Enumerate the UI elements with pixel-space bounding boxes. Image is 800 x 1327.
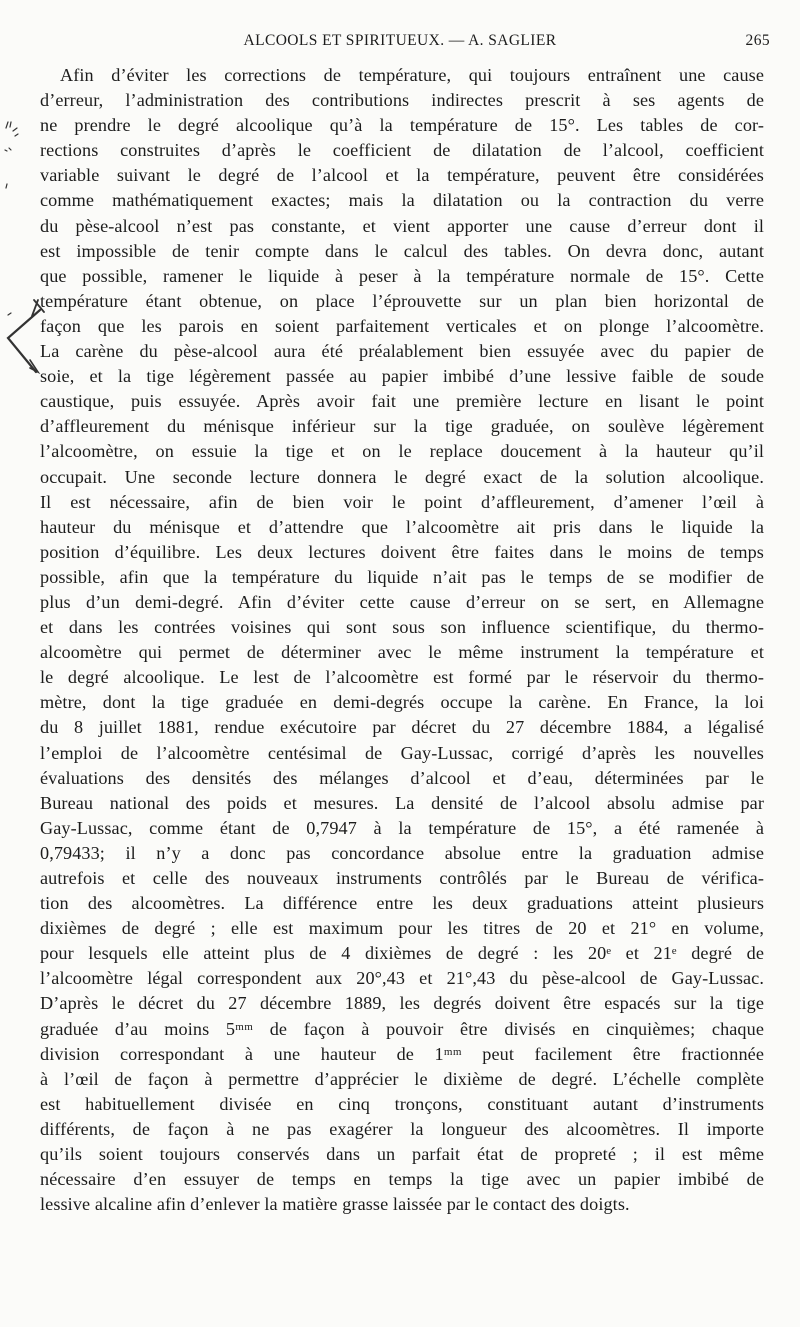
text-line: D’après le décret du 27 décembre 1889, les degrés doivent être espacés sur la tige <box>40 993 764 1014</box>
text-line: comme mathématiquement exactes; mais la dilatation ou la contraction du verre <box>40 190 764 211</box>
text-line: et dans les contrées voisines qui sont sous son influence scientifique, du thermo- <box>40 617 764 638</box>
text-line: façon que les parois en soient parfaitement verticales et on plonge l’alcoomètre. <box>40 315 764 336</box>
text-line: Il est nécessaire, afin de bien voir le point d’affleurement, d’amener l’œil à <box>40 491 764 512</box>
text-line: qu’ils soient toujours conservés dans un parfait état de propreté ; il est même <box>40 1144 764 1165</box>
text-line: caustique, puis essuyée. Après avoir fait une première lecture en lisant le point <box>40 391 764 412</box>
text-line: plus d’un demi-degré. Afin d’éviter cette cause d’erreur on se sert, en Allemagne <box>40 591 764 612</box>
text-line: est habituellement divisée en cinq tronçons, constituant autant d’instruments <box>40 1093 764 1114</box>
text-line: soie, et la tige légèrement passée au papier imbibé d’une lessive faible de soude <box>40 366 764 387</box>
text-line: différents, de façon à ne pas exagérer la longueur des alcoomètres. Il importe <box>40 1118 764 1139</box>
text-line: du pèse-alcool n’est pas constante, et vient apporter une cause d’erreur dont il <box>40 215 764 236</box>
text-line: 0,79433; il n’y a donc pas concordance absolue entre la graduation admise <box>40 842 764 863</box>
text-line: division correspondant à une hauteur de 1ᵐᵐ peut facilement être fractionnée <box>40 1043 764 1064</box>
text-line: tion des alcoomètres. La différence entre les deux graduations atteint plusieurs <box>40 893 764 914</box>
text-line: alcoomètre qui permet de déterminer avec le même instrument la température et <box>40 642 764 663</box>
text-line: possible, afin que la température du liquide n’ait pas le temps de se modifier de <box>40 566 764 587</box>
text-line: du 8 juillet 1881, rendue exécutoire par décret du 27 décembre 1884, a légalisé <box>40 717 764 738</box>
text-line: température étant obtenue, on place l’éprouvette sur un plan bien horizontal de <box>40 290 764 311</box>
page-number: 265 <box>745 32 770 49</box>
text-line: position d’équilibre. Les deux lectures doivent être faites dans le moins de temps <box>40 541 764 562</box>
text-line: est impossible de tenir compte dans le calcul des tables. On devra donc, autant <box>40 240 764 261</box>
text-line: évaluations des densités des mélanges d’alcool et d’eau, déterminées par le <box>40 767 764 788</box>
text-line: variable suivant le degré de l’alcool et la température, peuvent être considérées <box>40 165 764 186</box>
text-line: l’alcoomètre, on essuie la tige et on le replace doucement à la hauteur qu’il <box>40 441 764 462</box>
text-line: à l’œil de façon à permettre d’apprécier le dixième de degré. L’échelle complète <box>40 1068 764 1089</box>
body-text <box>40 63 764 1217</box>
text-line: La carène du pèse-alcool aura été préalablement bien essuyée avec du papier de <box>40 341 764 362</box>
text-line: que possible, ramener le liquide à peser à la température normale de 15°. Cette <box>40 265 764 286</box>
text-line: nécessaire d’en essuyer de temps en temps la tige avec un papier imbibé de <box>40 1169 764 1190</box>
text-line: d’erreur, l’administration des contributions indirectes prescrit à ses agents de <box>40 90 764 111</box>
text-line: ne prendre le degré alcoolique qu’à la température de 15°. Les tables de cor- <box>40 115 764 136</box>
text-line: Gay-Lussac, comme étant de 0,7947 à la température de 15°, a été ramenée à <box>40 817 764 838</box>
text-line: Afin d’éviter les corrections de température, qui toujours entraînent une cause <box>60 65 764 85</box>
text-line: l’alcoomètre légal correspondent aux 20°,43 et 21°,43 du pèse-alcool de Gay-Lussac. <box>40 968 764 989</box>
text-line: pour lesquels elle atteint plus de 4 dixièmes de degré : les 20ᵉ et 21ᵉ degré de <box>40 943 764 964</box>
running-header <box>0 32 800 54</box>
text-line: lessive alcaline afin d’enlever la matière grasse laissée par le contact des doigts. <box>40 1194 630 1215</box>
text-line: Bureau national des poids et mesures. La densité de l’alcool absolu admise par <box>40 792 764 813</box>
text-line: dixièmes de degré ; elle est maximum pour les titres de 20 et 21° en volume, <box>40 918 764 939</box>
text-line: rections construites d’après le coefficient de dilatation de l’alcool, coefficient <box>40 140 764 161</box>
text-line: mètre, dont la tige graduée en demi-degrés occupe la carène. En France, la loi <box>40 692 764 713</box>
text-line: le degré alcoolique. Le lest de l’alcoomètre est formé par le réservoir du thermo- <box>40 667 764 688</box>
text-line: autrefois et celle des nouveaux instruments contrôlés par le Bureau de vérifica- <box>40 868 764 888</box>
text-line: l’emploi de l’alcoomètre centésimal de Gay-Lussac, corrigé d’après les nouvelles <box>40 742 764 763</box>
text-line: occupait. Une seconde lecture donnera le degré exact de la solution alcoolique. <box>40 466 764 487</box>
text-line: hauteur du ménisque et d’attendre que l’alcoomètre ait pris dans le liquide la <box>40 516 764 537</box>
text-line: d’affleurement du ménisque inférieur sur la tige graduée, on soulève légèrement <box>40 416 764 437</box>
running-title: ALCOOLS ET SPIRITUEUX. — A. SAGLIER <box>243 32 557 49</box>
text-line: graduée d’au moins 5ᵐᵐ de façon à pouvoir être divisés en cinquièmes; chaque <box>40 1018 764 1039</box>
